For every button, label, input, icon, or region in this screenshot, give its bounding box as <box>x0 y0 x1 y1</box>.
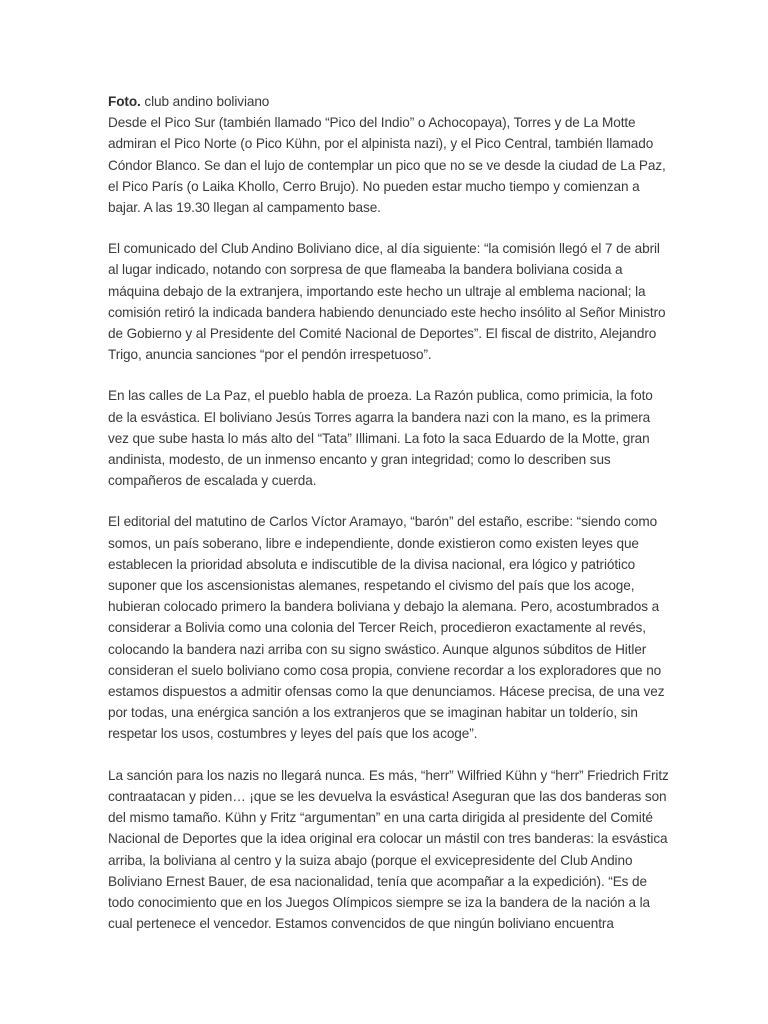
paragraph-line: hubieran colocado primero la bandera boliviana y debajo la alemana. Pero, acostumbrados a <box>108 599 660 615</box>
paragraph-line: En las calles de La Paz, el pueblo habla de proeza. La Razón publica, como primicia, la foto <box>108 388 653 404</box>
paragraph-line: somos, un país soberano, libre e independiente, donde existieron como existen leyes que <box>108 535 639 551</box>
paragraph-line: consideran el suelo boliviano como cosa propia, conviene recordar a los exploradores que no <box>108 662 662 678</box>
paragraph-line: Trigo, anuncia sanciones “por el pendón irrespetuoso”. <box>108 347 432 363</box>
paragraph-line: estamos dispuestos a admitir ofensas como la que denunciamos. Hácese precisa, de una vez <box>108 684 665 700</box>
paragraph-line: comisión retiró la indicada bandera habiendo denunciado este hecho insólito al Señor Ministro <box>108 304 666 320</box>
paragraph-line: del mismo tamaño. Kühn y Fritz “argumentan” en una carta dirigida al presidente del Comité <box>108 810 653 826</box>
paragraph-line: Nacional de Deportes que la idea original era colocar un mástil con tres banderas: la esvástica <box>108 831 668 847</box>
paragraph-line: todo conocimiento que en los Juegos Olímpicos siempre se iza la bandera de la nación a la <box>108 894 650 910</box>
paragraph-line: respetar los usos, costumbres y leyes del país que los acoge”. <box>108 726 478 742</box>
paragraph-line: colocando la bandera nazi arriba con su signo swástico. Aunque algunos súbditos de Hitler <box>108 641 647 657</box>
paragraph-line: admiran el Pico Norte (o Pico Kühn, por el alpinista nazi), y el Pico Central, también llamado <box>108 136 654 152</box>
paragraph-line: cual pertenece el vencedor. Estamos convencidos de que ningún boliviano encuentra <box>108 916 614 932</box>
paragraph-1 <box>108 112 668 218</box>
caption-label: Foto. <box>108 94 141 109</box>
paragraph-5 <box>108 765 668 935</box>
paragraph-line: arriba, la boliviana al centro y la suiza abajo (porque el exvicepresidente del Club Andino <box>108 852 633 868</box>
paragraph-3 <box>108 385 668 491</box>
photo-caption <box>108 91 668 112</box>
paragraph-line: al lugar indicado, notando con sorpresa de que flameaba la bandera boliviana cosida a <box>108 262 623 278</box>
paragraph-2 <box>108 238 668 365</box>
paragraph-line: El comunicado del Club Andino Boliviano dice, al día siguiente: “la comisión llegó el 7 de abril <box>108 241 660 257</box>
paragraph-line: máquina debajo de la extranjera, importando este hecho un ultraje al emblema nacional; la <box>108 283 646 299</box>
paragraph-4 <box>108 511 668 744</box>
paragraph-line: por todas, una enérgica sanción a los extranjeros que se imaginan habitar un tolderío, sin <box>108 705 638 721</box>
paragraph-line: La sanción para los nazis no llegará nunca. Es más, “herr” Wilfried Kühn y “herr” Friedrich Fritz <box>108 767 669 783</box>
paragraph-line: considerar a Bolivia como una colonia del Tercer Reich, procedieron exactamente al revés, <box>108 620 646 636</box>
paragraph-line: compañeros de escalada y cuerda. <box>108 473 317 489</box>
paragraph-line: bajar. A las 19.30 llegan al campamento base. <box>108 200 381 216</box>
paragraph-line: Boliviano Ernest Bauer, de esa nacionalidad, tenía que acompañar a la expedición). “Es de <box>108 873 647 889</box>
paragraph-line: el Pico París (o Laika Khollo, Cerro Brujo). No pueden estar mucho tiempo y comienzan a <box>108 178 640 194</box>
paragraph-line: vez que sube hasta lo más alto del “Tata” Illimani. La foto la saca Eduardo de la Motte, gran <box>108 430 650 446</box>
paragraph-line: de Gobierno y al Presidente del Comité Nacional de Deportes”. El fiscal de distrito, Alejandro <box>108 326 657 342</box>
paragraph-line: suponer que los ascensionistas alemanes, respetando el civismo del país que los acoge, <box>108 578 635 594</box>
caption-text: club andino boliviano <box>140 94 270 109</box>
paragraph-line: Desde el Pico Sur (también llamado “Pico del Indio” o Achocopaya), Torres y de La Motte <box>108 115 636 131</box>
paragraph-line: de la esvástica. El boliviano Jesús Torres agarra la bandera nazi con la mano, es la primera <box>108 409 651 425</box>
paragraph-line: andinista, modesto, de un inmenso encanto y gran integridad; como lo describen sus <box>108 452 611 468</box>
document-page <box>108 91 668 954</box>
paragraph-line: El editorial del matutino de Carlos Víctor Aramayo, “barón” del estaño, escribe: “siendo como <box>108 514 658 530</box>
paragraph-line: contraatacan y piden… ¡que se les devuelva la esvástica! Aseguran que las dos banderas son <box>108 788 667 804</box>
paragraph-line: establecen la prioridad absoluta e indiscutible de la divisa nacional, era lógico y patriótico <box>108 556 636 572</box>
paragraph-line: Cóndor Blanco. Se dan el lujo de contemplar un pico que no se ve desde la ciudad de La Paz, <box>108 157 666 173</box>
